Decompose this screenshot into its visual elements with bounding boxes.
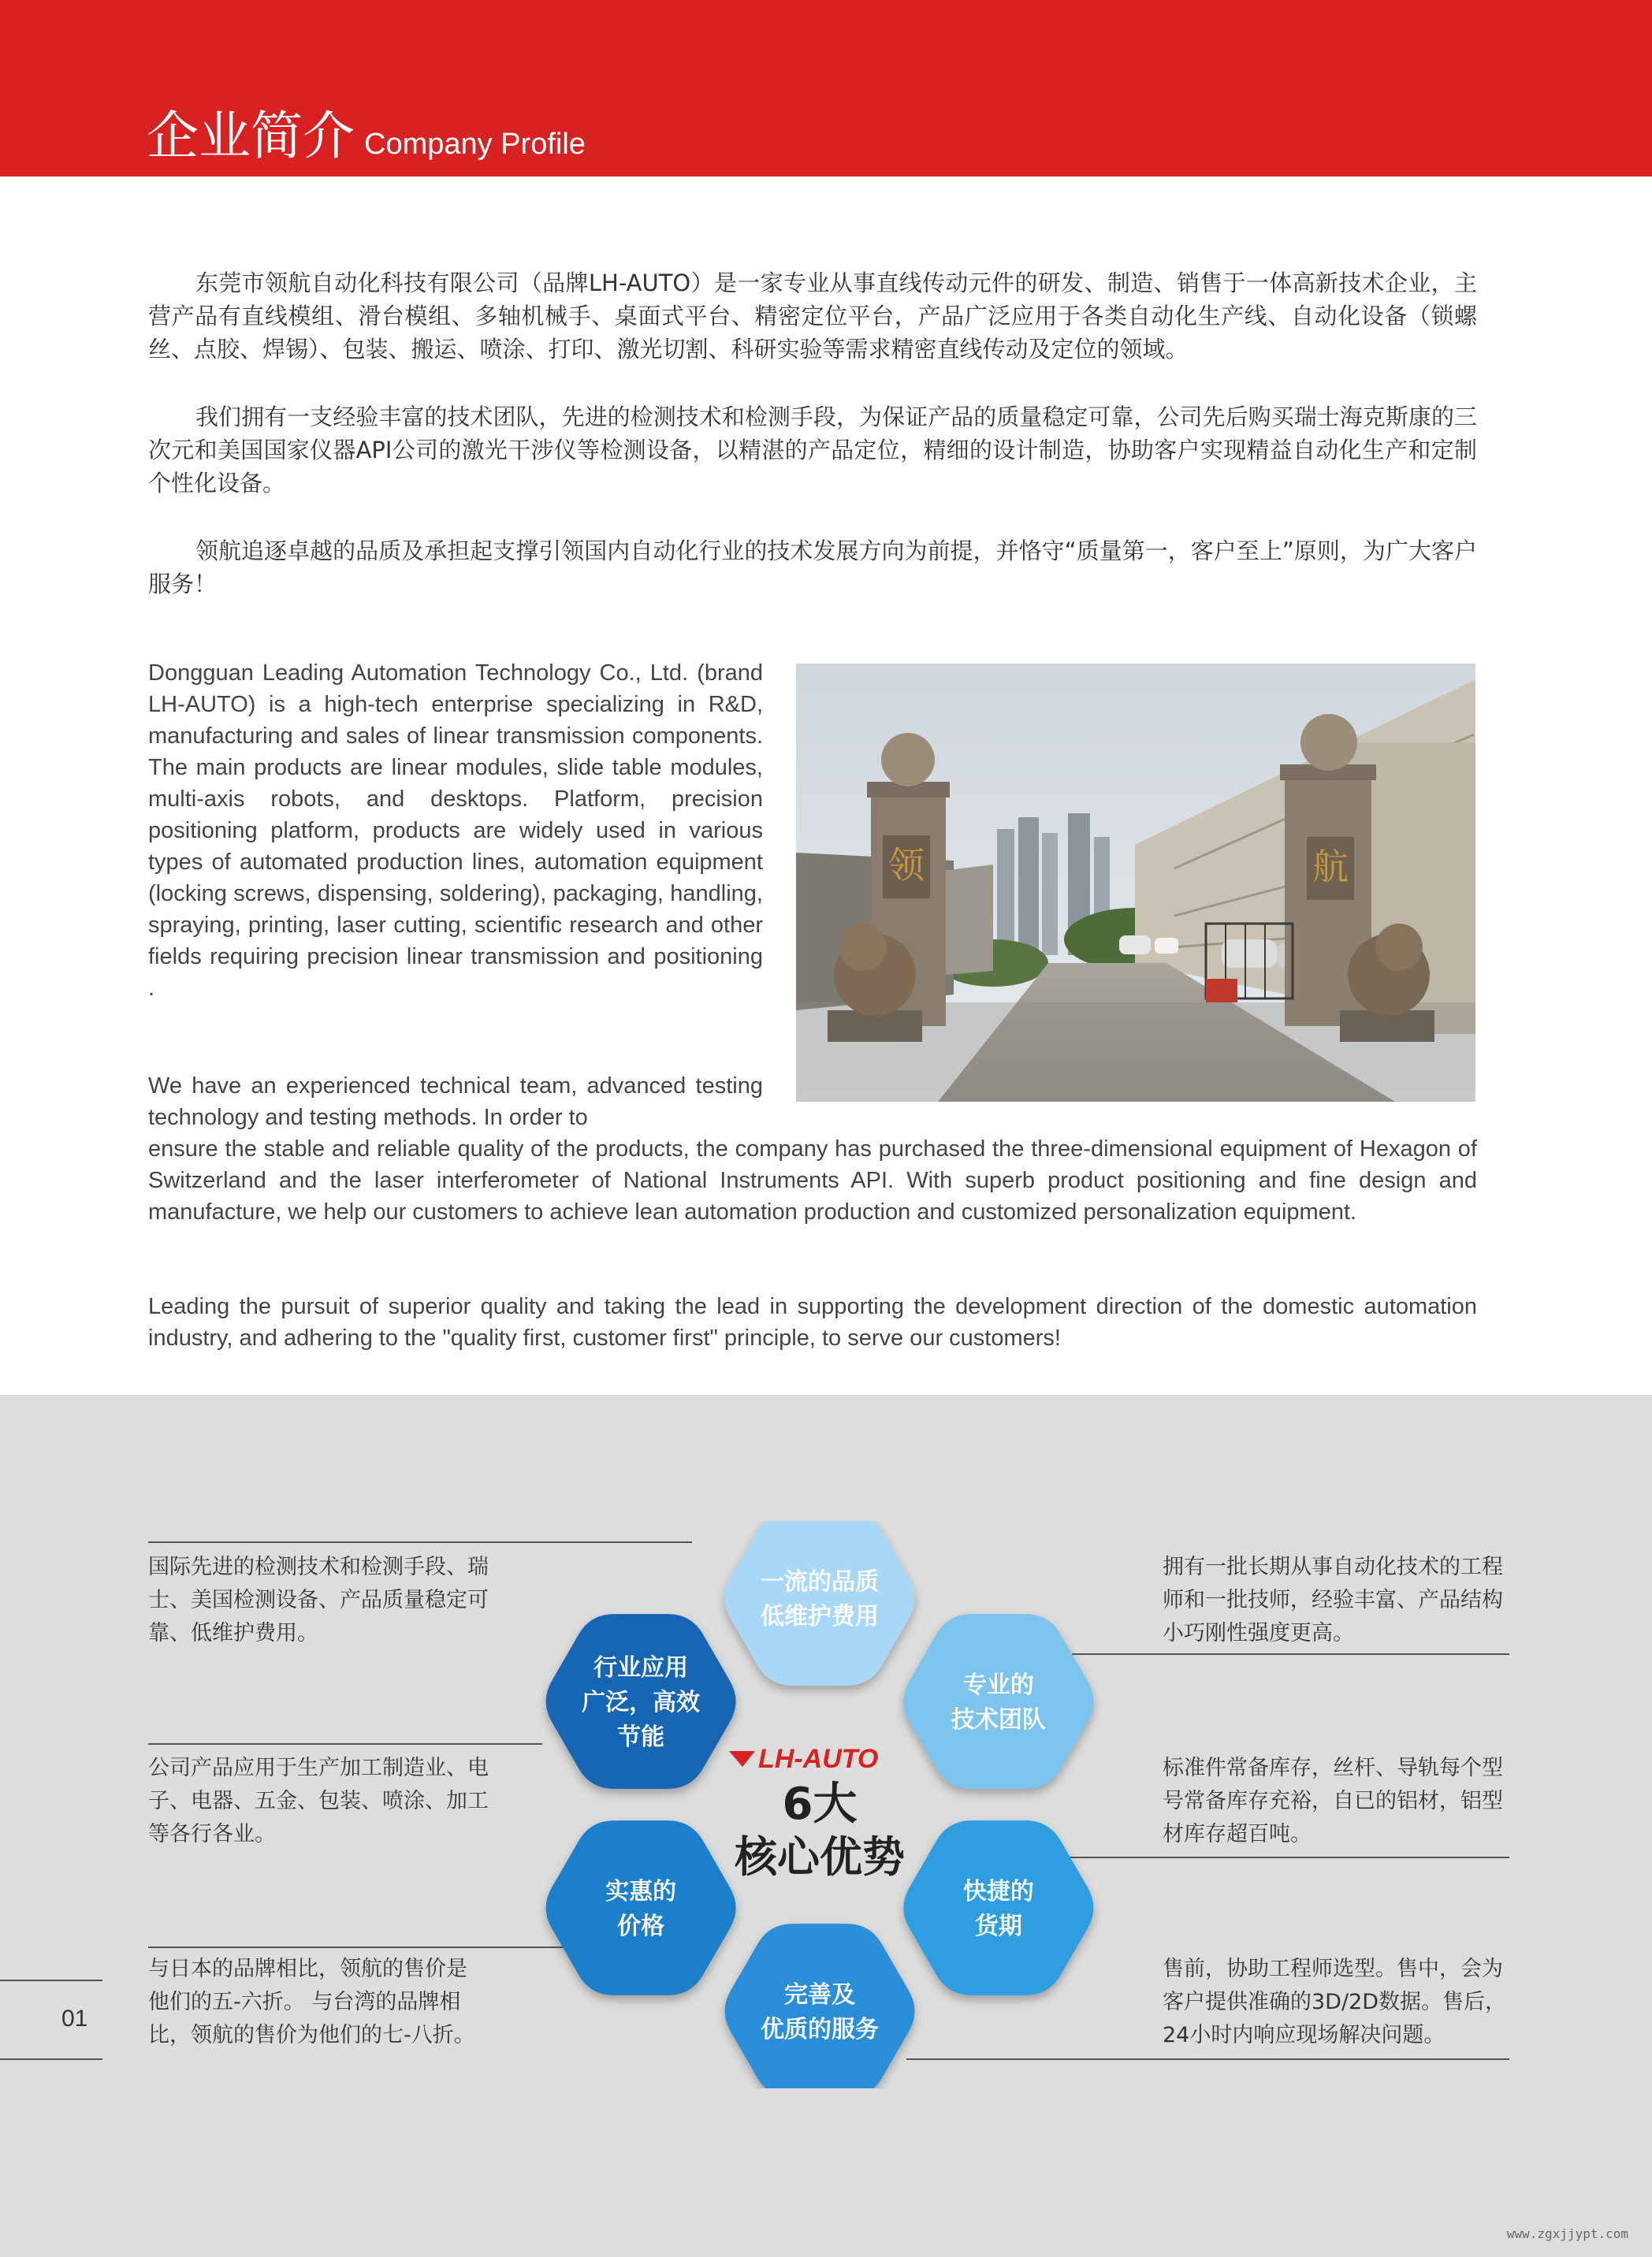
gate-sign-right: 航 xyxy=(1312,846,1349,888)
hexagon-price-label: 价格 xyxy=(617,1913,665,1940)
hexagon-team xyxy=(903,1614,1093,1789)
core-advantage-label: 核心优势 xyxy=(735,1832,905,1882)
hexagon-application-label: 广泛，高效 xyxy=(582,1689,701,1716)
chinese-paragraph-3: 领航追逐卓越的品质及承担起支撑引领国内自动化行业的技术发展方向为前提，并恪守“质量第一，客户至上”原则，为广大客户服务！ xyxy=(148,537,1477,597)
hexagon-service-label: 完善及 xyxy=(784,1981,855,2009)
six-advantages-diagram xyxy=(504,1521,1135,2088)
header-banner xyxy=(0,0,1652,177)
hexagon-delivery-label: 货期 xyxy=(974,1913,1022,1940)
hexagon-price-label: 实惠的 xyxy=(605,1878,677,1906)
six-count-label: 6大 xyxy=(782,1779,858,1830)
hexagon-application xyxy=(546,1614,736,1789)
english-paragraph-3: Leading the pursuit of superior quality and taking the lead in supporting the development direction of the domestic automation industry, and adhering to the "quality first, customer first" principle, to serve our customers! xyxy=(148,1294,1477,1351)
hexagon-price xyxy=(546,1820,736,1995)
hexagon-team-shape xyxy=(903,1614,1093,1789)
hexagon-delivery-label: 快捷的 xyxy=(962,1878,1034,1906)
page-number-rule-bottom xyxy=(0,2058,102,2060)
title-english: Company Profile xyxy=(364,128,586,161)
hexagon-application-label: 行业应用 xyxy=(593,1654,689,1682)
hexagon-quality xyxy=(725,1521,915,1686)
gate-sign-left: 领 xyxy=(888,844,925,887)
hexagon-service xyxy=(725,1924,915,2088)
factory-gate-photo xyxy=(796,664,1475,1102)
page-number: 01 xyxy=(61,2006,88,2032)
advantage-desc-service: 售前，协助工程师选型。售中，会为客户提供准确的3D/2D数据。售后，24小时内响应现场解决问题。 xyxy=(1163,1957,1507,2047)
english-paragraph-2-start: We have an experienced technical team, advanced testing technology and testing methods. In order to xyxy=(148,1073,763,1130)
page-title xyxy=(147,106,586,166)
hexagon-team-label: 专业的 xyxy=(962,1671,1034,1699)
hexagon-quality-label: 低维护费用 xyxy=(761,1603,879,1630)
advantage-desc-application: 公司产品应用于生产加工制造业、电子、电器、五金、包装、喷涂、加工等各行各业。 xyxy=(148,1756,489,1846)
hexagon-delivery xyxy=(903,1820,1093,1995)
center-logo xyxy=(729,1744,905,1882)
title-chinese: 企业简介 xyxy=(147,106,355,166)
connector-line-application xyxy=(148,1743,542,1745)
hexagon-quality-label: 一流的品质 xyxy=(761,1568,879,1596)
english-paragraph-2-rest: ensure the stable and reliable quality of the products, the company has purchased the three-dimensional equipment of Hexagon of Switzerland and the laser interferometer of National Instruments API. With superb product positioning and fine design and manufacture, we help our customers to achieve lean automation production and customized personalization equipment. xyxy=(148,1136,1477,1225)
advantage-desc-quality: 国际先进的检测技术和检测手段、瑞士、美国检测设备、产品质量稳定可靠、低维护费用。 xyxy=(148,1555,489,1645)
english-paragraph-1: Dongguan Leading Automation Technology Co., Ltd. (brand LH-AUTO) is a high-tech enterprise specializing in R&D, manufacturing and sales of linear transmission components. The main products are linear modules, slide table modules, multi-axis robots, and desktops. Platform, precision positioning platform, products are widely used in various types of automated production lines, automation equipment (locking screws, dispensing, soldering), packaging, handling, spraying, printing, laser cutting, scientific research and other fields requiring precision linear transmission and positioning . xyxy=(148,660,763,1001)
advantage-desc-team: 拥有一批长期从事自动化技术的工程师和一批技师，经验丰富、产品结构小巧刚性强度更高。 xyxy=(1163,1555,1503,1645)
hexagon-price-shape xyxy=(546,1820,736,1995)
chinese-paragraph-1: 东莞市领航自动化科技有限公司（品牌LH-AUTO）是一家专业从事直线传动元件的研发、制造、销售于一体高新技术企业，主营产品有直线模组、滑台模组、多轴机械手、桌面式平台、精密定位平台，产品广泛应用于各类自动化生产线、自动化设备（锁螺丝、点胶、焊锡）、包装、搬运、喷涂、打印、激光切割、科研实验等需求精密直线传动及定位的领域。 xyxy=(148,270,1477,363)
brand-name: LH-AUTO xyxy=(758,1744,879,1774)
page-number-rule-top xyxy=(0,1980,102,1981)
brand-logo-mark xyxy=(729,1751,755,1767)
hexagon-application-label: 节能 xyxy=(617,1723,665,1751)
hexagon-service-label: 优质的服务 xyxy=(761,2016,879,2043)
site-watermark: www.zgxjjypt.com xyxy=(1506,2226,1628,2241)
hexagon-delivery-shape xyxy=(903,1820,1093,1995)
advantage-desc-stock: 标准件常备库存，丝杆、导轨每个型号常备库存充裕，自已的铝材，铝型材库存超百吨。 xyxy=(1163,1756,1503,1846)
hexagon-team-label: 技术团队 xyxy=(951,1706,1046,1734)
chinese-paragraph-2: 我们拥有一支经验丰富的技术团队，先进的检测技术和检测手段，为保证产品的质量稳定可靠，公司先后购买瑞士海克斯康的三次元和美国国家仪器API公司的激光干涉仪等检测设备，以精湛的产品定位，精细的设计制造，协助客户实现精益自动化生产和定制个性化设备。 xyxy=(148,403,1477,496)
advantage-desc-price: 与日本的品牌相比，领航的售价是他们的五-六折。 与台湾的品牌相比，领航的售价为他们的七-八折。 xyxy=(148,1957,475,2047)
